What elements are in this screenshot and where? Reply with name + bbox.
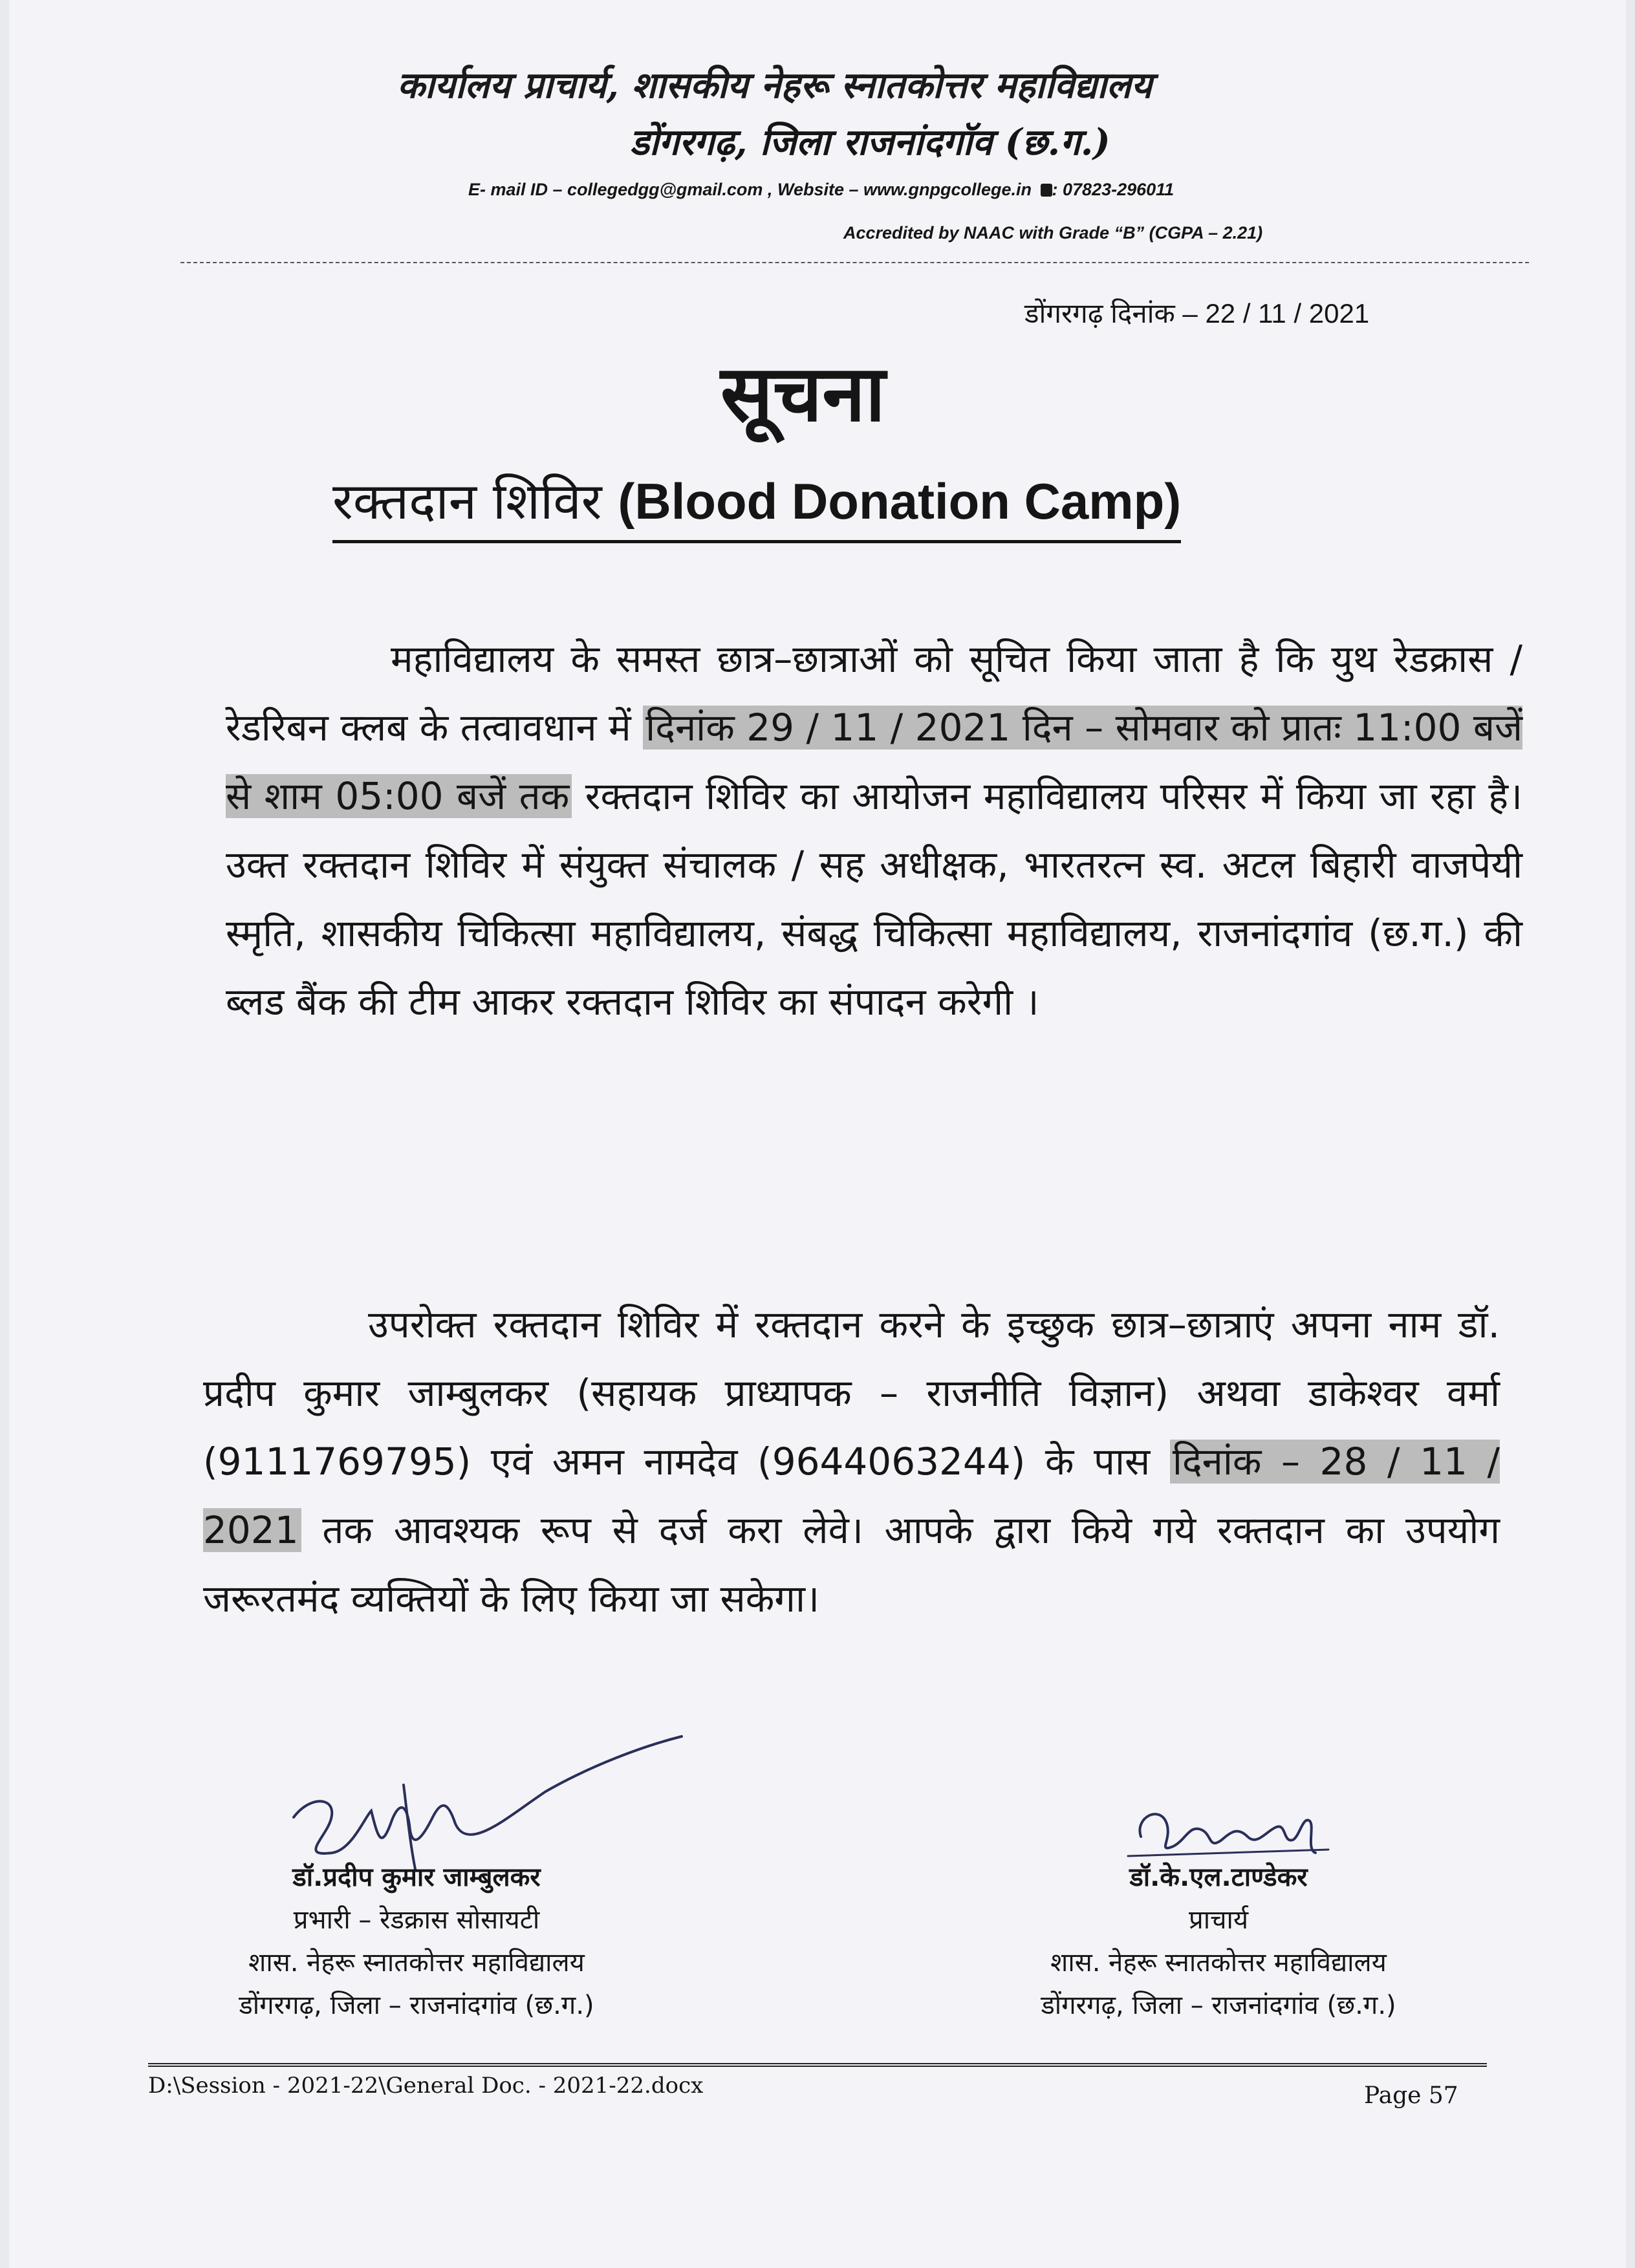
office-location: डोंगरगढ़, जिला राजनांदगॉव (छ.ग.) [630, 121, 1110, 164]
notice-subject [332, 466, 1181, 543]
signatory-left-place: डोंगरगढ़, जिला – राजनांदगांव (छ.ग.) [239, 1991, 594, 2020]
paragraph1-text-b: रक्तदान शिविर का आयोजन महाविद्यालय परिसर में किया जा रहा है। उक्त रक्तदान शिविर में संयुक्त संचालक / सह अधीक्षक, भारतरत्न स्व. अटल बिहारी वाजपेयी स्मृति, शासकीय चिकित्सा महाविद्यालय, संबद्ध चिकित्सा महाविद्यालय, राजनांदगांव (छ.ग.) की ब्लड बैंक की टीम आकर रक्तदान शिविर का संपादन करेगी । [226, 774, 1522, 1024]
footer-page-number: Page 57 [1364, 2082, 1458, 2109]
paragraph-camp-details [226, 625, 1522, 1036]
notice-heading: सूचना [720, 349, 885, 439]
paragraph2-highlight: दिनांक – 28 / 11 / 2021 [203, 1440, 1500, 1552]
signatory-left-designation: प्रभारी – रेडक्रास सोसायटी [293, 1905, 540, 1935]
paragraph1-highlight: दिनांक 29 / 11 / 2021 दिन – सोमवार को प्रातः 11:00 बजें से शाम 05:00 बजें तक [226, 706, 1522, 818]
signatory-right-place: डोंगरगढ़, जिला – राजनांदगांव (छ.ग.) [1041, 1991, 1396, 2020]
header-divider [180, 262, 1529, 263]
accreditation-text: Accredited by NAAC with Grade “B” (CGPA – 2.21) [843, 223, 1263, 243]
signatory-right-name: डॉ.के.एल.टाण्डेकर [1129, 1863, 1308, 1892]
office-title: कार्यालय प्राचार्य, शासकीय नेहरू स्नातकोत्तर महाविद्यालय [397, 64, 1153, 107]
paragraph-registration [203, 1290, 1500, 1633]
phone-text: : 07823-296011 [1052, 180, 1175, 199]
signatory-left-institution: शास. नेहरू स्नातकोत्तर महाविद्यालय [248, 1948, 585, 1978]
paragraph1-text-a: महाविद्यालय के समस्त छात्र–छात्राओं को सूचित किया जाता है कि युथ रेडक्रास / रेडरिबन क्लब के तत्वावधान में [226, 637, 1522, 750]
signatory-right-institution: शास. नेहरू स्नातकोत्तर महाविद्यालय [1050, 1948, 1387, 1978]
signatory-left-name: डॉ.प्रदीप कुमार जाम्बुलकर [292, 1863, 541, 1892]
footer-divider [148, 2063, 1487, 2067]
signatory-block-left [151, 1856, 682, 2027]
footer-file-path: D:\Session - 2021-22\General Doc. - 2021-22.docx [148, 2073, 704, 2099]
subject-hindi: रक्तदान शिविर [332, 473, 602, 531]
signature-left-image [255, 1720, 708, 1875]
signatory-block-right [960, 1856, 1477, 2027]
notice-date: डोंगरगढ़ दिनांक – 22 / 11 / 2021 [1024, 298, 1370, 329]
email-text: E- mail ID – collegedgg@gmail.com , [468, 180, 773, 199]
contact-line [468, 180, 1174, 200]
document-page [9, 0, 1626, 2268]
phone-icon [1041, 184, 1052, 197]
paragraph2-text-a: उपरोक्त रक्तदान शिविर में रक्तदान करने के इच्छुक छात्र–छात्राएं अपना नाम डॉ. प्रदीप कुमार जाम्बुलकर (सहायक प्राध्यापक – राजनीति विज्ञान) अथवा डाकेश्वर वर्मा (9111769795) एवं अमन नामदेव (9644063244) के पास [203, 1302, 1500, 1484]
paragraph2-text-b: तक आवश्यक रूप से दर्ज करा लेवे। आपके द्वारा किये गये रक्तदान का उपयोग जरूरतमंद व्यक्तियों के लिए किया जा सकेगा। [203, 1508, 1500, 1621]
signatory-right-designation: प्राचार्य [1188, 1905, 1249, 1935]
subject-english: (Blood Donation Camp) [618, 473, 1182, 530]
website-text: Website – www.gnpgcollege.in [777, 180, 1032, 199]
